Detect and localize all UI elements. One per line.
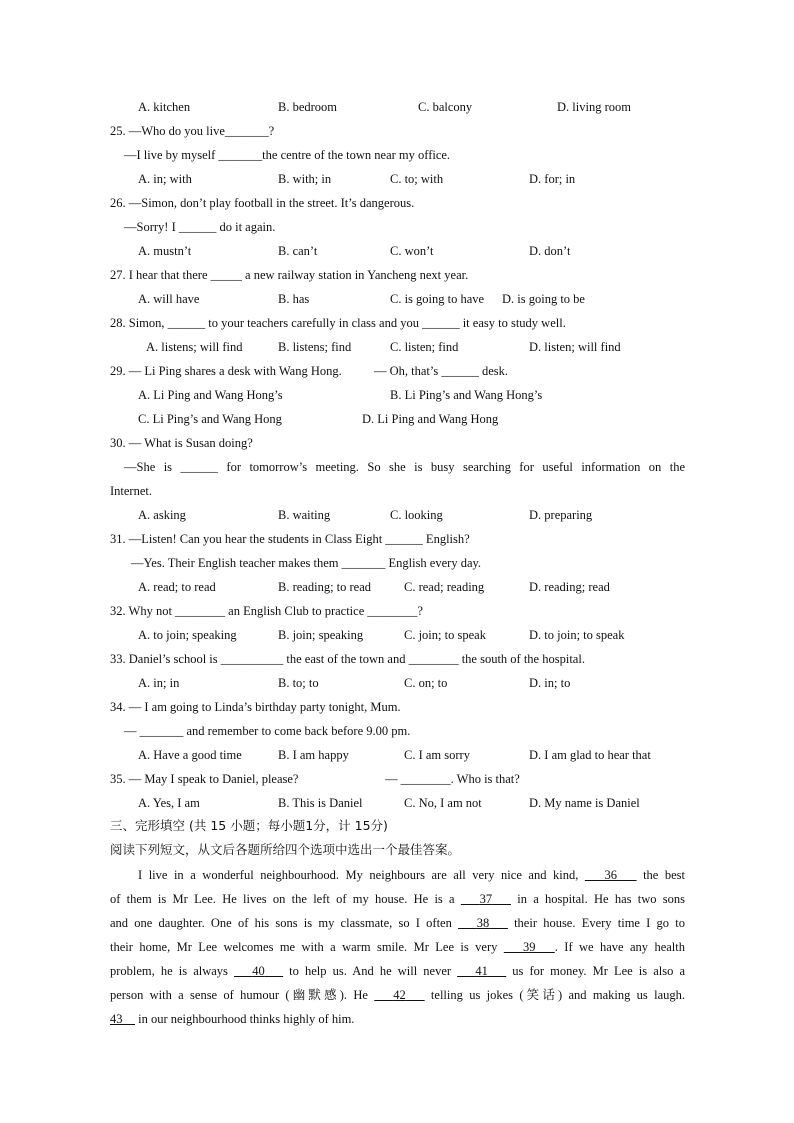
q25-option-d: D. for; in [529,172,576,186]
q26-option-b: B. can’t [278,244,318,258]
section-3-instruction: 阅读下列短文，从文后各题所给四个选项中选出一个最佳答案。 [110,842,461,857]
q34-option-b: B. I am happy [278,748,349,762]
q24-option-b: B. bedroom [278,100,338,114]
q27-option-b: B. has [278,292,310,306]
q27-question: 27. I hear that there _____ a new railway station in Yancheng next year. [110,268,469,282]
q32-option-c: C. join; to speak [404,628,486,642]
q34-option-c: C. I am sorry [404,748,470,762]
q26-response: —Sorry! I ______ do it again. [124,220,276,234]
q35-option-c: C. No, I am not [404,796,482,810]
q30-option-d: D. preparing [529,508,593,522]
q26-option-c: C. won’t [390,244,434,258]
q31-option-b: B. reading; to read [278,580,372,594]
q35-option-a: A. Yes, I am [138,796,200,810]
blank-42: 42 [393,988,406,1002]
q29-option-a: A. Li Ping and Wang Hong’s [138,388,283,402]
q25-question: 25. —Who do you live_______? [110,124,275,138]
q31-option-a: A. read; to read [138,580,216,594]
q29-question: 29. — Li Ping shares a desk with Wang Hong. [110,364,342,378]
blank-40: 40 [252,964,265,978]
passage-line-7: 43 in our neighbourhood thinks highly of him. [110,1012,355,1026]
q30-option-b: B. waiting [278,508,331,522]
q30-question: 30. — What is Susan doing? [110,436,253,450]
q24-option-c: C. balcony [418,100,473,114]
q24-option-a: A. kitchen [138,100,191,114]
q28-option-b: B. listens; find [278,340,352,354]
q25-option-c: C. to; with [390,172,444,186]
q30-response: —She is ______ for tomorrow’s meeting. So she is busy searching for useful information on the [124,460,685,474]
q28-option-a: A. listens; will find [146,340,243,354]
q33-question: 33. Daniel’s school is __________ the east of the town and ________ the south of the hospital. [110,652,585,666]
q35-question: 35. — May I speak to Daniel, please? [110,772,299,786]
q34-question: 34. — I am going to Linda’s birthday party tonight, Mum. [110,700,401,714]
q31-option-d: D. reading; read [529,580,610,594]
q29-option-b: B. Li Ping’s and Wang Hong’s [390,388,543,402]
passage-line-2: of them is Mr Lee. He lives on the left of my house. He is a 37 in a hospital. He has two sons [110,892,685,906]
q29-option-c: C. Li Ping’s and Wang Hong [138,412,282,426]
blank-39: 39 [523,940,536,954]
q32-option-d: D. to join; to speak [529,628,625,642]
q26-option-a: A. mustn’t [138,244,192,258]
q32-question: 32. Why not ________ an English Club to practice ________? [110,604,423,618]
q32-option-a: A. to join; speaking [138,628,237,642]
q28-question: 28. Simon, ______ to your teachers carefully in class and you ______ it easy to study well. [110,316,566,330]
passage-line-5: problem, he is always 40 to help us. And he will never 41 us for money. Mr Lee is also a [110,964,685,978]
q31-question: 31. —Listen! Can you hear the students in Class Eight ______ English? [110,532,470,546]
q34-response: — _______ and remember to come back before 9.00 pm. [124,724,411,738]
q25-option-b: B. with; in [278,172,332,186]
q33-option-a: A. in; in [138,676,180,690]
q27-option-c: C. is going to have [390,292,485,306]
q27-option-d: D. is going to be [502,292,585,306]
q35-option-b: B. This is Daniel [278,796,363,810]
q29-response: — Oh, that’s ______ desk. [374,364,509,378]
q25-response: —I live by myself _______the centre of the town near my office. [124,148,451,162]
q35-option-d: D. My name is Daniel [529,796,640,810]
q33-option-d: D. in; to [529,676,571,690]
passage-line-3: and one daughter. One of his sons is my classmate, so I often 38 their house. Every time I go to [110,916,685,930]
q26-question: 26. —Simon, don’t play football in the street. It’s dangerous. [110,196,415,210]
q30-response-cont: Internet. [110,484,152,498]
section-3-title: 三、完形填空 (共 15 小题；每小题1分，计 15分) [110,818,388,833]
blank-37: 37 [479,892,493,906]
q25-option-a: A. in; with [138,172,192,186]
q26-option-d: D. don’t [529,244,571,258]
q32-option-b: B. join; speaking [278,628,364,642]
passage-line-4: their home, Mr Lee welcomes me with a warm smile. Mr Lee is very 39 . If we have any health [110,940,686,954]
passage-line-6: person with a sense of humour (幽默感). He 42 telling us jokes (笑话) and making us laugh. [110,988,685,1002]
q31-response: —Yes. Their English teacher makes them _______ English every day. [131,556,482,570]
q29-option-d: D. Li Ping and Wang Hong [362,412,499,426]
q30-option-a: A. asking [138,508,186,522]
blank-41: 41 [475,964,488,978]
blank-38: 38 [476,916,490,930]
q27-option-a: A. will have [138,292,200,306]
blank-43: 43 [110,1012,123,1026]
q33-option-b: B. to; to [278,676,319,690]
q28-option-d: D. listen; will find [529,340,621,354]
q33-option-c: C. on; to [404,676,448,690]
q30-option-c: C. looking [390,508,443,522]
q34-option-a: A. Have a good time [138,748,242,762]
q35-response: — ________. Who is that? [385,772,520,786]
passage-line-1: I live in a wonderful neighbourhood. My neighbours are all very nice and kind, 36 the best [138,868,686,882]
q24-option-d: D. living room [557,100,631,114]
blank-36: 36 [604,868,617,882]
q28-option-c: C. listen; find [390,340,459,354]
q31-option-c: C. read; reading [404,580,485,594]
q34-option-d: D. I am glad to hear that [529,748,651,762]
